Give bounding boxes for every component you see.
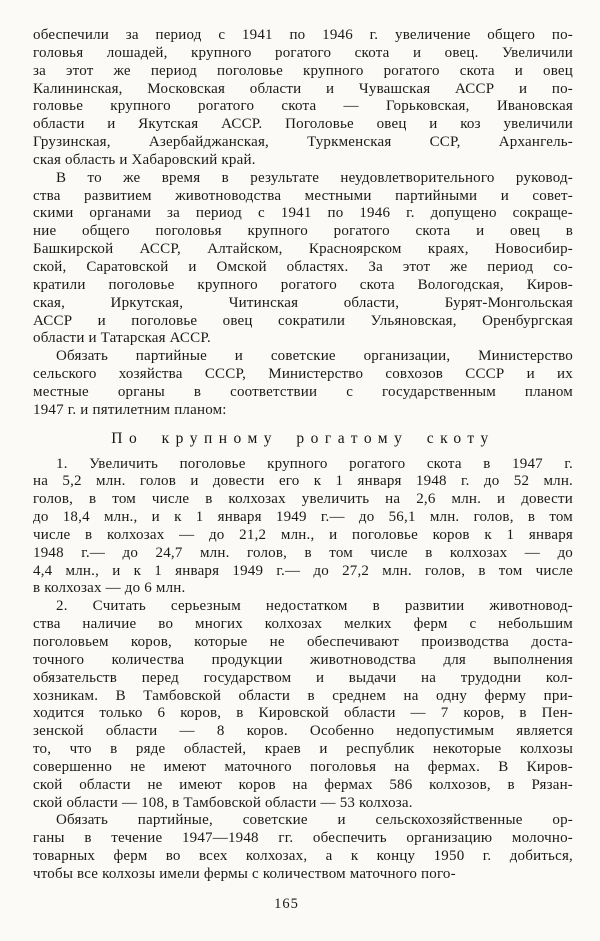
text-line: головье крупного рогатого скота — Горьковская, Ивановская: [33, 98, 573, 115]
text-line: зенской области — 8 коров. Особенно недопустимым является: [33, 723, 573, 740]
text-line: скими органами за период с 1941 по 1946 г. допущено сокраще-: [33, 205, 573, 222]
text-line: ской области не имеют коров на фермах 586 колхозов, в Рязан-: [33, 776, 573, 793]
paragraph: [33, 27, 573, 170]
text-line: головья лошадей, крупного рогатого скота и овец. Увеличили: [33, 44, 573, 61]
text-line: Обязать партийные, советские и сельскохозяйственные ор-: [56, 812, 573, 829]
text-line: ской, Саратовской и Омской областях. За этот же период со-: [33, 258, 573, 275]
text-line: Грузинская, Азербайджанская, Туркменская ССР, Архангель-: [33, 134, 573, 151]
text-line: 1947 г. и пятилетним планом:: [33, 401, 227, 418]
text-line: В то же время в результате неудовлетворительного руковод-: [56, 169, 573, 186]
text-line: обязательств перед государством и выдачи на трудодни кол-: [33, 669, 573, 686]
paragraph: [33, 598, 573, 812]
text-line: местные органы в соответствии с государственным планом: [33, 383, 573, 400]
paragraph: [33, 812, 573, 883]
text-line: числе в колхозах — до 21,2 млн., и поголовье коров к 1 января: [33, 526, 573, 543]
text-line: то, что в ряде областей, краев и республик некоторые колхозы: [33, 741, 573, 758]
text-line: до 18,4 млн., и к 1 января 1949 г.— до 56,1 млн. голов, в том: [33, 509, 573, 526]
text-line: 2. Считать серьезным недостатком в развитии животновод-: [56, 598, 573, 615]
page-text-block: [33, 27, 573, 884]
text-line: области и Татарская АССР.: [33, 330, 211, 347]
text-line: на 5,2 млн. голов и довести его к 1 января 1948 г. до 52 млн.: [33, 473, 573, 490]
text-line: Башкирской АССР, Алтайском, Красноярском краях, Новосибир-: [33, 241, 573, 258]
text-line: голов, в том числе в колхозах увеличить на 2,6 млн. и довести: [33, 491, 573, 508]
text-line: АССР и поголовье овец сократили Ульяновская, Оренбургская: [33, 312, 573, 329]
text-line: товарных ферм во всех колхозах, а к концу 1950 г. добиться,: [33, 848, 573, 865]
text-line: Калининская, Московская области и Чувашская АССР и по-: [33, 80, 573, 97]
text-line: обеспечили за период с 1941 по 1946 г. увеличение общего по-: [33, 27, 573, 43]
section-heading: По крупному рогатому скоту: [111, 429, 495, 447]
text-line: 1948 г.— до 24,7 млн. голов, в том числе в колхозах — до: [33, 544, 573, 561]
text-line: ства развитием животноводства местными партийными и совет-: [33, 187, 573, 204]
text-line: поголовьем коров, которые не обеспечивают производства доста-: [33, 634, 573, 650]
text-line: Обязать партийные и советские организации, Министерство: [56, 348, 573, 365]
text-line: за этот же период поголовье крупного рогатого скота и овец: [33, 62, 573, 79]
text-line: ская область и Хабаровский край.: [33, 151, 256, 168]
text-line: ние общего поголовья крупного рогатого скота и овец в: [33, 223, 573, 240]
text-line: в колхозах — до 6 млн.: [33, 580, 186, 597]
paragraph: [33, 348, 573, 419]
text-line: ской области — 108, в Тамбовской области — 53 колхоза.: [33, 794, 413, 811]
text-line: 4,4 млн., и к 1 января 1949 г.— до 27,2 млн. голов, в том числе: [33, 562, 573, 579]
page-number: 165: [274, 896, 299, 912]
text-line: 1. Увеличить поголовье крупного рогатого скота в 1947 г.: [56, 455, 573, 472]
text-line: ства наличие во многих колхозах мелких ферм с небольшим: [33, 616, 573, 633]
text-line: точного количества продукции животноводства для выполнения: [33, 651, 573, 668]
text-line: кратили поголовье крупного рогатого скота Вологодская, Киров-: [33, 276, 573, 293]
text-line: сельского хозяйства СССР, Министерство совхозов СССР и их: [33, 366, 573, 383]
paragraph: [33, 170, 573, 348]
text-line: ганы в течение 1947—1948 гг. обеспечить организацию молочно-: [33, 830, 573, 847]
text-line: хозникам. В Тамбовской области в среднем на одну ферму при-: [33, 687, 573, 704]
text-line: чтобы все колхозы имели фермы с количеством маточного пого-: [33, 865, 456, 882]
paragraph: [33, 456, 573, 599]
text-line: ская, Иркутская, Читинская области, Бурят-Монгольская: [33, 294, 573, 311]
text-line: ходится только 6 коров, в Кировской области — 7 коров, в Пен-: [33, 705, 573, 722]
text-line: области и Якутская АССР. Поголовье овец и коз увеличили: [33, 116, 573, 133]
text-line: совершенно не имеют маточного поголовья на фермах. В Киров-: [33, 758, 573, 775]
